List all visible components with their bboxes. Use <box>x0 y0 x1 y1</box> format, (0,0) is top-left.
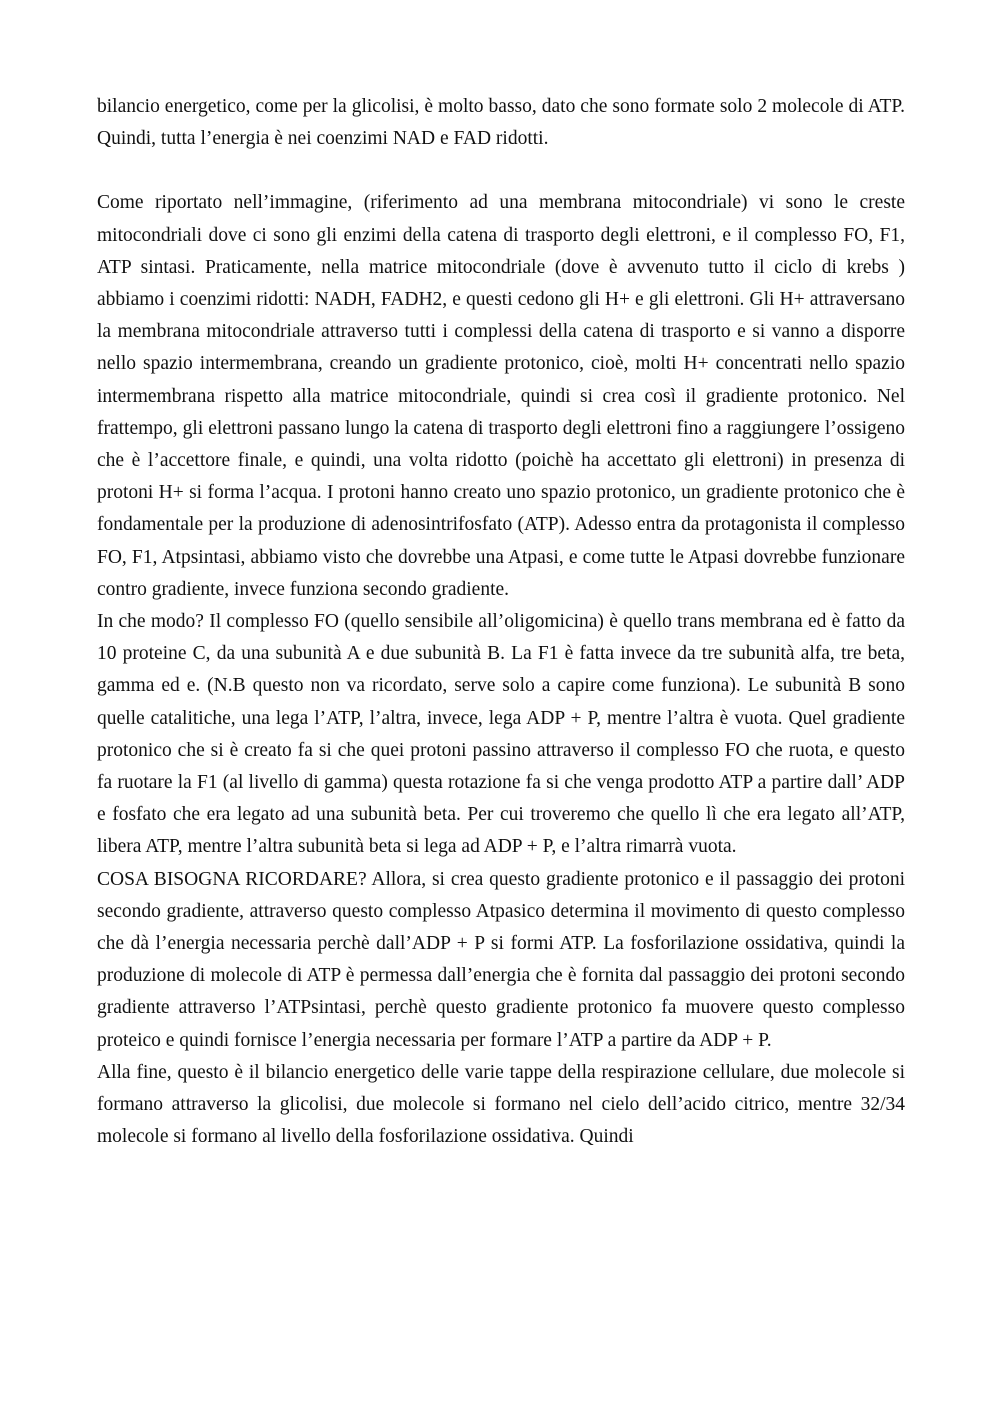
paragraph-cosa-ricordare: COSA BISOGNA RICORDARE? Allora, si crea questo gradiente protonico e il passaggio dei protoni secondo gradiente, attraverso questo complesso Atpasico determina il movimento di questo complesso che dà l’energia necessaria perchè dall’ADP + P si formi ATP. La fosforilazione ossidativa, quindi la produzione di molecole di ATP è permessa dall’energia che è fornita dal passaggio dei protoni secondo gradiente attraverso l’ATPsintasi, perchè questo gradiente protonico fa muovere questo complesso proteico e quindi fornisce l’energia necessaria per formare l’ATP a partire da ADP + P. <box>97 868 905 1051</box>
paragraph-membrana-mitocondriale: Come riportato nell’immagine, (riferimento ad una membrana mitocondriale) vi sono le creste mitocondriali dove ci sono gli enzimi della catena di trasporto degli elettroni, e il complesso FO, F1, ATP sintasi. Praticamente, nella matrice mitocondriale (dove è avvenuto tutto il ciclo di krebs ) abbiamo i coenzimi ridotti: NADH, FADH2, e questi cedono gli H+ e gli elettroni. Gli H+ attraversano la membrana mitocondriale attraverso tutti i complessi della catena di trasporto e si vanno a disporre nello spazio intermembrana, creando un gradiente protonico, cioè, molti H+ concentrati nello spazio intermembrana rispetto alla matrice mitocondriale, quindi si crea così il gradiente protonico. Nel frattempo, gli elettroni passano lungo la catena di trasporto degli elettroni fino a raggiungere l’ossigeno che è l’accettore finale, e quindi, una volta ridotto (poichè ha accettato gli elettroni) in presenza di protoni H+ si forma l’acqua. I protoni hanno creato uno spazio protonico, un gradiente protonico che è fondamentale per la produzione di adenosintrifosfato (ATP). Adesso entra da protagonista il complesso FO, F1, Atpsintasi, abbiamo visto che dovrebbe una Atpasi, e come tutte le Atpasi dovrebbe funzionare contro gradiente, invece funziona secondo gradiente. <box>97 192 905 600</box>
paragraph-bilancio-energetico: bilancio energetico, come per la glicolisi, è molto basso, dato che sono formate solo 2 molecole di ATP. Quindi, tutta l’energia è nei coenzimi NAD e FAD ridotti. <box>97 96 905 150</box>
paragraph-complesso-fo-f1: In che modo? Il complesso FO (quello sensibile all’oligomicina) è quello trans membrana ed è fatto da 10 proteine C, da una subunità A e due subunità B. La F1 è fatta invece da tre subunità alfa, tre beta, gamma ed e. (N.B questo non va ricordato, serve solo a capire come funziona). Le subunità B sono quelle catalitiche, una lega l’ATP, l’altra, invece, lega ADP + P, mentre l’altra è vuota. Quel gradiente protonico che si è creato fa si che quei protoni passino attraverso il complesso FO che ruota, e questo fa ruotare la F1 (al livello di gamma) questa rotazione fa si che venga prodotto ATP a partire dall’ ADP e fosfato che era legato ad una subunità beta. Per cui troveremo che quello lì che era legato all’ATP, libera ATP, mentre l’altra subunità beta si lega ad ADP + P, e l’altra rimarrà vuota. <box>97 611 905 858</box>
document-page <box>97 91 905 1154</box>
paragraph-bilancio-finale: Alla fine, questo è il bilancio energetico delle varie tappe della respirazione cellulare, due molecole si formano attraverso la glicolisi, due molecole si formano nel cielo dell’acido citrico, mentre 32/34 molecole si formano al livello della fosforilazione ossidativa. Quindi <box>97 1061 905 1148</box>
